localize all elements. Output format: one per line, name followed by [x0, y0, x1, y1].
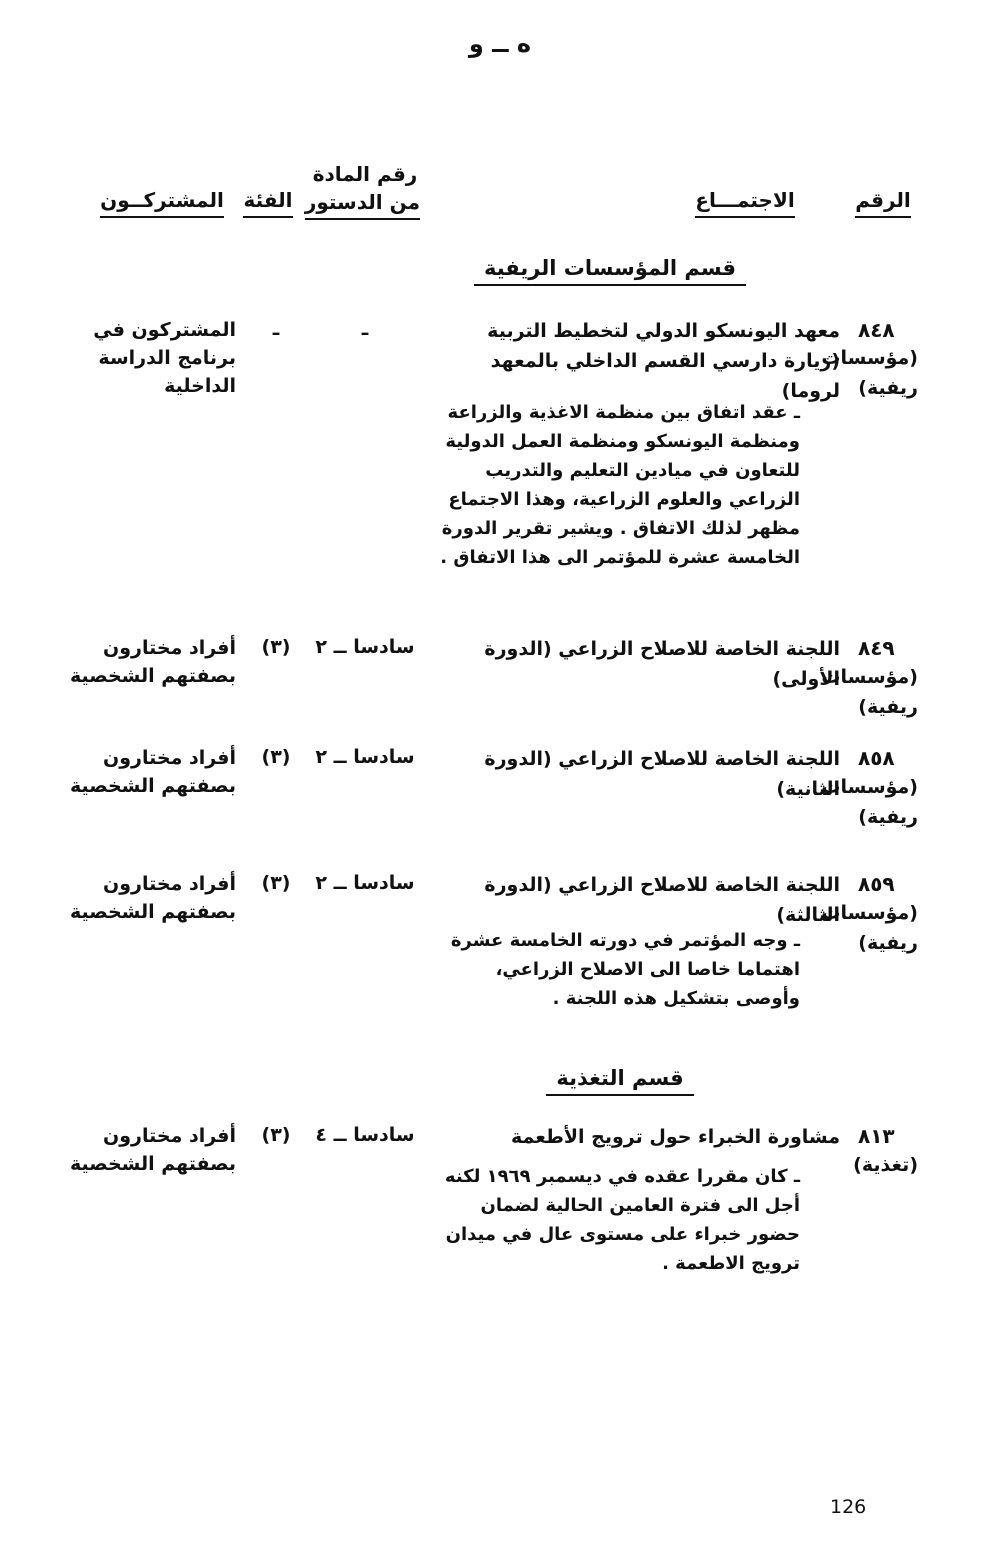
meeting-note: ـ وجه المؤتمر في دورته الخامسة عشرة اهتماما خاصا الى الاصلاح الزراعي، وأوصى بتشكيل هذه اللجنة . [450, 930, 800, 1009]
meeting-title: اللجنة الخاصة للاصلاح الزراعي (الدورة الثانية) [484, 748, 840, 800]
article-number: سادسا ــ ٢ [315, 746, 415, 768]
column-header-article-line2: من الدستور [305, 188, 420, 220]
meeting-title: اللجنة الخاصة للاصلاح الزراعي (الدورة الثالثة) [484, 874, 840, 926]
participants: أفراد مختارون بصفتهم الشخصية [69, 637, 236, 687]
page-header: ﻩ ــ ﻭ [468, 30, 532, 58]
column-header-article-line1: رقم المادة [312, 162, 418, 186]
meeting-note: ـ عقد اتفاق بين منظمة الاغذية والزراعة ومنظمة اليونسكو ومنظمة العمل الدولية للتعاون في ميادين التعليم والتدريب الزراعي والعلوم الزراعية، وهذا الاجتماع مظهر لذلك الاتفاق . ويشير تقرير الدورة الخامسة عشرة للمؤتمر الى هذا الاتفاق . [440, 402, 800, 568]
article-number: سادسا ــ ٢ [315, 872, 415, 894]
meeting-title: مشاورة الخبراء حول ترويج الأطعمة [510, 1126, 840, 1148]
meeting-note: ـ كان مقررا عقده في ديسمبر ١٩٦٩ لكنه أجل الى فترة العامين الحالية لضمان حضور خبراء على مستوى عال في ميدان ترويج الاطعمة . [444, 1166, 800, 1274]
column-header-number: الرقم [848, 186, 918, 218]
participants: أفراد مختارون بصفتهم الشخصية [69, 1125, 236, 1175]
class-value: (٣) [261, 872, 291, 894]
row-number: ٨٥٨ [858, 746, 895, 770]
participants: أفراد مختارون بصفتهم الشخصية [69, 747, 236, 797]
meeting-title: معهد اليونسكو الدولي لتخطيط التربية (زيارة دارسي القسم الداخلي بالمعهد لروما) [487, 320, 840, 402]
row-category: (مؤسسات ريفية) [821, 776, 918, 828]
class-value: (٣) [261, 1124, 291, 1146]
meeting-title: اللجنة الخاصة للاصلاح الزراعي (الدورة الأولى) [484, 638, 840, 690]
row-number: ٨١٣ [858, 1124, 895, 1148]
article-number: ـ [361, 318, 369, 340]
row-category: (تغذية) [853, 1154, 918, 1176]
section-title-rural-institutions: قسم المؤسسات الريفية [440, 256, 780, 286]
article-number: سادسا ــ ٤ [315, 1124, 415, 1146]
class-value: (٣) [261, 636, 291, 658]
section-title-nutrition: قسم التغذية [470, 1066, 770, 1096]
row-category: (مؤسسات ريفية) [821, 902, 918, 954]
article-number: سادسا ــ ٢ [315, 636, 415, 658]
class-value: (٣) [261, 746, 291, 768]
column-header-article [304, 160, 420, 220]
row-category: (مؤسسات ريفية) [821, 347, 918, 399]
page-number: 126 [830, 1496, 867, 1518]
column-header-participants: المشتركــون [88, 186, 236, 218]
participants: أفراد مختارون بصفتهم الشخصية [69, 873, 236, 923]
class-value: ـ [272, 318, 280, 340]
column-header-class: الفئة [240, 186, 296, 218]
row-number: ٨٤٩ [858, 636, 895, 660]
row-number: ٨٥٩ [858, 872, 895, 896]
row-number: ٨٤٨ [858, 318, 895, 342]
participants: المشتركون في برنامج الدراسة الداخلية [93, 319, 236, 397]
row-category: (مؤسسات ريفية) [821, 666, 918, 718]
column-header-meeting: الاجتمـــاع [660, 186, 830, 218]
